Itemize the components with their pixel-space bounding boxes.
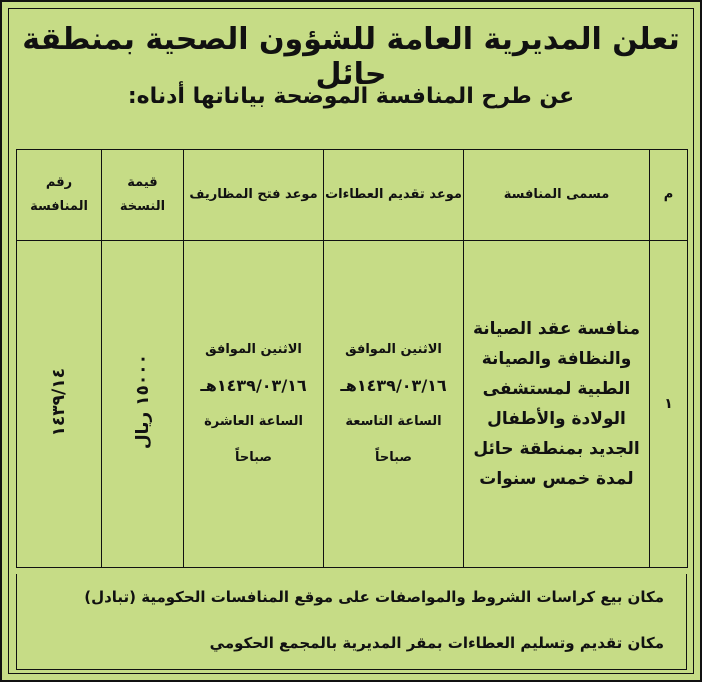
submit-date-cell [324,241,464,568]
table-header-row [17,150,688,241]
open-date-cell [184,241,324,568]
ad-subtitle: عن طرح المنافسة الموضحة بياناتها أدناه: [127,84,575,109]
submit-period: صباحاً [374,450,412,465]
tender-table [16,149,688,568]
header-price: قيمة النسخة [102,150,184,241]
header-num: م [650,150,688,241]
footer-box [16,574,687,670]
copy-price: ١٥٠٠٠ ريال [132,354,153,450]
ad-title: تعلن المديرية العامة للشؤون الصحية بمنطقة حائل [22,22,680,92]
footer-line-1: مكان بيع كراسات الشروط والمواصفات على موقع المنافسات الحكومية (تبادل) [84,588,664,606]
submit-day: الاثنين الموافق [345,342,442,357]
open-time: الساعة العاشرة [204,414,303,429]
row-num: ١ [650,241,688,568]
price-cell [102,241,184,568]
tender-name: منافسة عقد الصيانة والنظافة والصيانة الطبية لمستشفى الولادة والأطفال الجديد بمنطقة حائل لمدة خمس سنوات [464,241,650,568]
submit-time: الساعة التاسعة [345,414,442,429]
tender-number: ١٤٣٩/١٤ [49,367,69,437]
open-date: ١٤٣٩/٠٣/١٦هـ [200,376,307,395]
open-day: الاثنين الموافق [205,342,302,357]
header-open-date: موعد فتح المظاريف [184,150,324,241]
header-name: مسمى المنافسة [464,150,650,241]
footer-line-2: مكان تقديم وتسليم العطاءات بمقر المديرية بالمجمع الحكومي [209,634,664,652]
header-submit-date: موعد تقديم العطاءات [324,150,464,241]
header-tender-number: رقم المنافسة [17,150,102,241]
open-period: صباحاً [234,450,272,465]
table-row [17,241,688,568]
tender-number-cell [17,241,102,568]
submit-date: ١٤٣٩/٠٣/١٦هـ [340,376,447,395]
